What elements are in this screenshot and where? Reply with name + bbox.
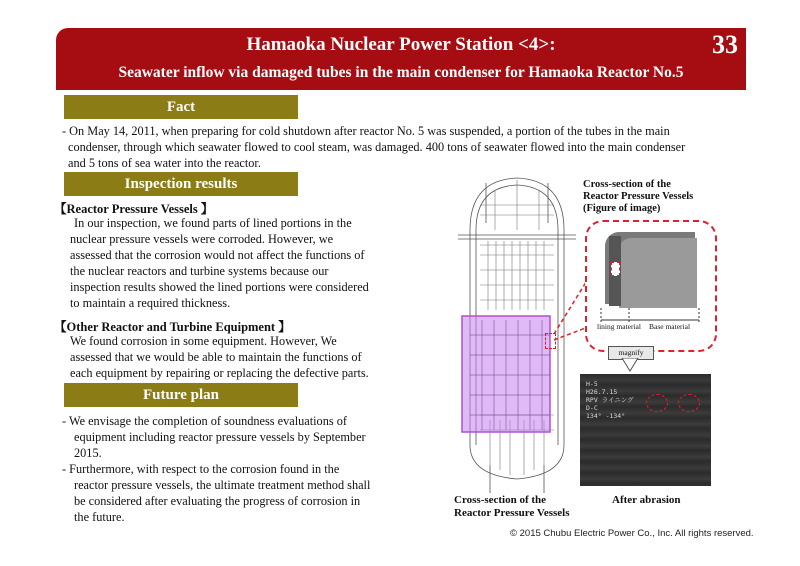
cross-section-title-line: Cross-section of the	[583, 179, 671, 190]
title-banner	[56, 28, 746, 90]
fact-line: condenser, through which seawater flowed to cool steam, was damaged. 400 tons of seawater flowed into the main condenser	[68, 140, 686, 154]
fact-heading: Fact	[64, 95, 298, 119]
cross-section-image-title	[583, 179, 693, 215]
after-abrasion-caption: After abrasion	[612, 494, 681, 506]
rpv-line: to maintain a required thickness.	[70, 296, 231, 310]
future-line: reactor pressure vessels, the ultimate treatment method shall	[74, 478, 371, 492]
rpv-line: nuclear pressure vessels were corroded. However, we	[70, 232, 334, 246]
base-material-block	[619, 238, 697, 308]
magnified-cross-section	[585, 220, 717, 352]
future-line: - We envisage the completion of soundness evaluations of	[62, 414, 347, 428]
other-text	[70, 333, 410, 381]
magnify-label: magnify	[608, 346, 654, 360]
rpv-text	[70, 215, 410, 311]
copyright-footer: © 2015 Chubu Electric Power Co., Inc. All rights reserved.	[510, 528, 754, 539]
caption-line: Reactor Pressure Vessels	[454, 507, 570, 519]
photo-text-line: D-C	[586, 404, 598, 412]
fact-line: and 5 tons of sea water into the reactor.	[68, 156, 261, 170]
after-abrasion-photo	[580, 374, 711, 486]
page-subtitle: Seawater inflow via damaged tubes in the main condenser for Hamaoka Reactor No.5	[118, 64, 684, 81]
photo-text-line: 134° -134°	[586, 412, 626, 420]
rpv-line: In our inspection, we found parts of lined portions in the	[74, 216, 352, 230]
future-line: be considered after evaluating the progress of corrosion in	[74, 494, 361, 508]
rpv-line: inspection results showed the lined portions were considered	[70, 280, 369, 294]
corrosion-circle-marker	[646, 394, 668, 412]
photo-text-line: H-5	[586, 380, 598, 388]
fact-line: - On May 14, 2011, when preparing for cold shutdown after reactor No. 5 was suspended, a portion of the tubes in the main	[62, 124, 670, 138]
future-line: - Furthermore, with respect to the corrosion found in the	[62, 462, 340, 476]
cross-section-title-line: Reactor Pressure Vessels	[583, 191, 694, 202]
base-material-label: Base material	[649, 322, 691, 331]
rpv-line: assessed that the corrosion would not affect the functions of	[70, 248, 365, 262]
photo-text-line: H26.7.15	[586, 388, 618, 396]
corrosion-circle-marker	[678, 394, 700, 412]
photo-text-line: RPV ライニング	[586, 396, 634, 404]
page-title: Hamaoka Nuclear Power Station <4>:	[246, 34, 556, 55]
other-line: each equipment by repairing or replacing the defective parts.	[70, 366, 369, 380]
inspection-heading: Inspection results	[64, 172, 298, 196]
future-line: 2015.	[74, 446, 102, 460]
lining-material-label: lining material	[597, 322, 641, 331]
other-section-title: 【Other Reactor and Turbine Equipment 】	[54, 320, 291, 334]
caption-line: Cross-section of the	[454, 494, 547, 506]
corrosion-spot-marker	[611, 262, 620, 276]
future-line: equipment including reactor pressure vessels by September	[74, 430, 366, 444]
fact-text	[62, 123, 762, 171]
other-line: assessed that we would be able to maintain the functions of	[70, 350, 362, 364]
cross-section-title-line: (Figure of image)	[583, 203, 661, 214]
cross-section-caption	[454, 494, 569, 520]
future-line: the future.	[74, 510, 125, 524]
future-text	[62, 413, 412, 525]
page-number: 33	[712, 30, 738, 59]
future-heading: Future plan	[64, 383, 298, 407]
photo-label-text	[586, 380, 634, 420]
other-line: We found corrosion in some equipment. However, We	[70, 334, 337, 348]
rpv-line: the nuclear reactors and turbine systems because our	[70, 264, 329, 278]
rpv-section-title: 【Reactor Pressure Vessels 】	[54, 202, 214, 216]
magnify-arrow-icon	[620, 358, 640, 372]
